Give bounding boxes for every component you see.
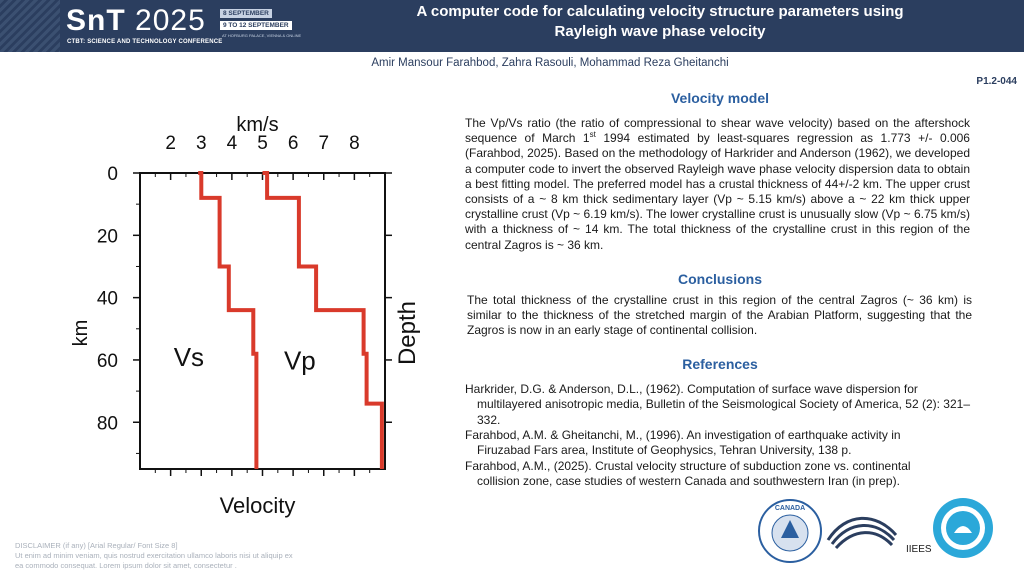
conference-name: CTBT: SCIENCE AND TECHNOLOGY CONFERENCE (67, 39, 223, 45)
left-axis-title: km (70, 319, 92, 347)
series-line-vp (263, 173, 382, 469)
venue-text: AT HOFBURG PALACE, VIENNA & ONLINE (222, 33, 302, 38)
poster-title (360, 2, 960, 42)
conference-logo: SnT 2025 (66, 4, 206, 37)
references-heading: References (682, 356, 758, 372)
geological-survey-canada-logo (757, 498, 823, 564)
y-tick-label: 60 (96, 350, 118, 372)
velocity-depth-figure (70, 111, 426, 521)
y-tick-label: 20 (96, 226, 118, 248)
authors: Amir Mansour Farahbod, Zahra Rasouli, Mohammad Reza Gheitanchi (371, 57, 729, 69)
university-tehran-logo (932, 497, 994, 559)
bottom-axis-title: Velocity (219, 493, 296, 518)
reference-2: Farahbod, A.M. & Gheitanchi, M., (1996). An investigation of earthquake activity in Firuzabad Fars area, Institute of Geophysics, Tehran University, 138 p. (465, 428, 901, 458)
title-line-1: A computer code for calculating velocity structure parameters using (416, 3, 904, 20)
header-pattern (0, 0, 60, 52)
poster-id: P1.2-044 (976, 76, 1017, 87)
y-tick-label: 80 (96, 413, 118, 435)
right-axis-title: Depth (394, 300, 421, 366)
disclaimer: DISCLAIMER (if any) [Arial Regular/ Font Size 8] Ut enim ad minim veniam, quis nostrud exercitation ullamco laboris nisi ut aliquip ex ea commodo consequat. Lorem ipsum dolor sit amet, consectetur . (15, 541, 293, 570)
svg-text:CANADA: CANADA (774, 505, 806, 512)
x-tick-label: 6 (287, 133, 299, 154)
iiees-logo (826, 510, 936, 555)
x-tick-label: 7 (318, 133, 330, 154)
x-tick-label: 3 (195, 133, 207, 154)
series-label-vp: Vp (283, 345, 316, 376)
series-label-vs: Vs (173, 342, 205, 373)
x-tick-label: 5 (257, 133, 268, 154)
conclusions-heading: Conclusions (677, 271, 762, 287)
y-tick-label: 0 (107, 164, 118, 185)
y-tick-label: 40 (96, 288, 118, 310)
x-tick-label: 4 (226, 133, 238, 154)
series-line-vs (198, 173, 256, 469)
title-line-2: Rayleigh wave phase velocity (554, 23, 766, 40)
top-axis-title: km/s (236, 114, 279, 136)
plot-frame (140, 173, 385, 469)
header-bar (0, 0, 1024, 52)
x-tick-label: 2 (165, 133, 176, 154)
conclusions-text: The total thickness of the crystalline crust in this region of the central Zagros (~ 36 km) is similar to the thickness of the stretched margin of the Arabian Platform, suggesting that the Zagros is now in an early stage of continental collision. (467, 293, 972, 338)
velocity-model-heading: Velocity model (670, 90, 770, 106)
x-tick-label: 8 (349, 133, 360, 154)
date-badge-1: 8 SEPTEMBER (220, 9, 272, 18)
svg-text:IIEES: IIEES (906, 544, 932, 555)
velocity-chart (70, 111, 426, 521)
reference-1: Harkrider, D.G. & Anderson, D.L., (1962). Computation of surface wave dispersion for multilayered anisotropic media, Bulletin of the Seismological Society of America, 52 (2): 321–332. (465, 382, 970, 427)
date-badge-2: 9 TO 12 SEPTEMBER (220, 21, 292, 30)
reference-3: Farahbod, A.M., (2025). Crustal velocity structure of subduction zone vs. continental collision zone, case studies of western Canada and southwestern Iran (in prep). (465, 459, 911, 489)
velocity-model-text: The Vp/Vs ratio (the ratio of compressional to shear wave velocity) based on the aftershock sequence of March 1st 1994 estimated by least-squares regression as 1.773 +/- 0.006 (Farahbod, 2025). Based on the methodology of Harkrider and Anderson (1962), we developed a computer code to invert the observed Rayleigh wave phase velocity dispersion data to obtain a best fitting model. The preferred model has a crustal thickness of 44+/-2 km. The upper crust consists of a ~ 8 km thick sedimentary layer (Vp ~ 5.15 km/s) above a ~ 22 km thick upper crystalline crust (Vp ~ 6.19 km/s). The lower crystalline crust is unusually slow (Vp ~ 6.75 km/s) with a thickness of ~ 14 km. The total thickness of the crystalline crust in this region of the central Zagros is ~ 36 km. (465, 116, 970, 252)
